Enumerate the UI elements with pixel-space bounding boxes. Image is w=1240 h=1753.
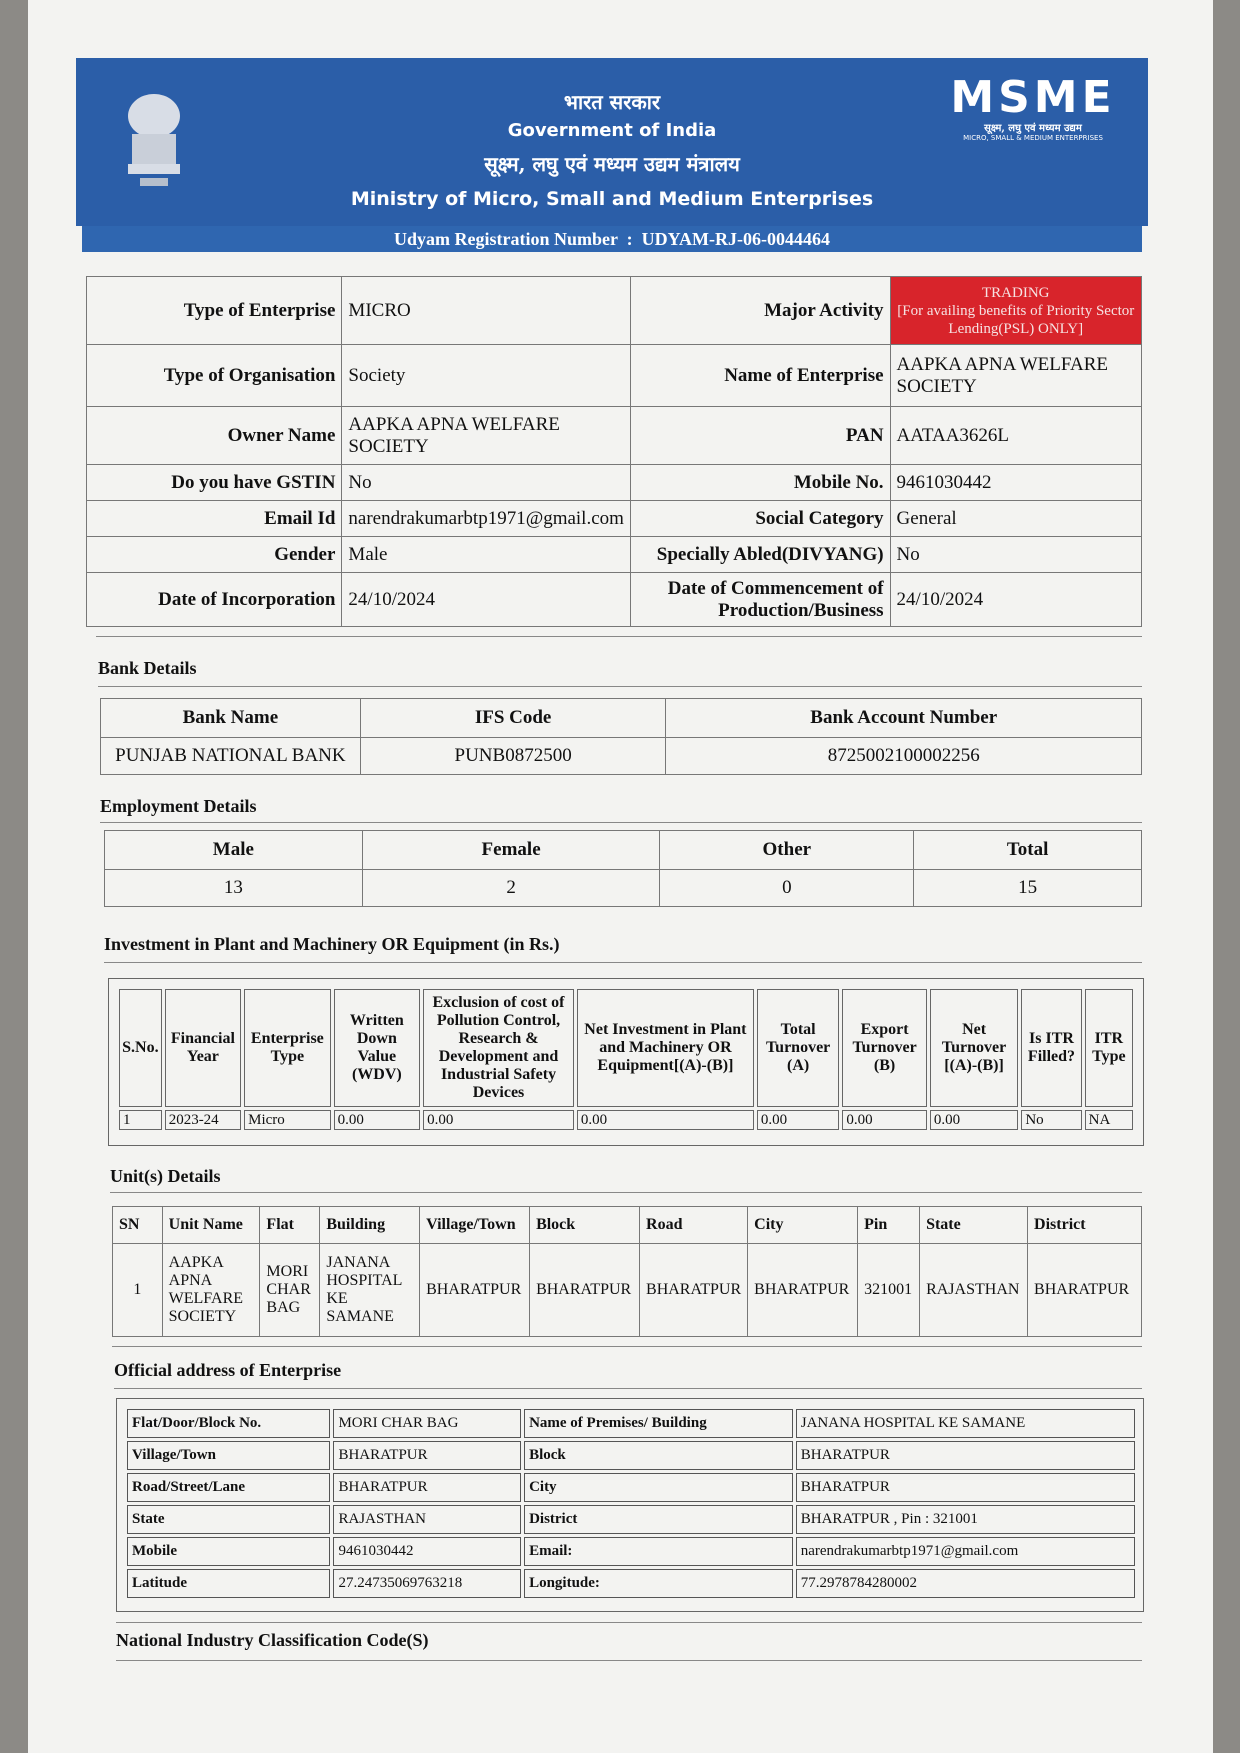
- type-of-enterprise-label: Type of Enterprise: [87, 277, 342, 345]
- inv-header-sno: S.No.: [119, 989, 162, 1107]
- inv-itr-filled: No: [1021, 1110, 1081, 1130]
- male-header: Male: [105, 831, 363, 870]
- msme-logo-hindi: सूक्ष्म, लघु एवं मध्यम उद्यम: [984, 123, 1082, 134]
- female-count: 2: [362, 870, 660, 907]
- msme-logo: [948, 72, 1118, 142]
- address-value: BHARATPUR: [333, 1441, 521, 1470]
- divider: [104, 962, 1142, 963]
- inv-net-investment: 0.00: [577, 1110, 754, 1130]
- address-value: 9461030442: [333, 1537, 521, 1566]
- official-address-table: [124, 1406, 1138, 1601]
- gstin-value: No: [342, 465, 631, 501]
- registration-number: UDYAM-RJ-06-0044464: [641, 229, 830, 249]
- bank-name-value: PUNJAB NATIONAL BANK: [101, 738, 361, 775]
- total-header: Total: [914, 831, 1142, 870]
- divyang-value: No: [890, 537, 1141, 573]
- inv-header-total-turnover: Total Turnover (A): [757, 989, 839, 1107]
- msme-logo-text: MSME: [950, 72, 1116, 123]
- address-key: State: [127, 1505, 330, 1534]
- email-label: Email Id: [87, 501, 342, 537]
- address-value: MORI CHAR BAG: [333, 1409, 521, 1438]
- unit-village: BHARATPUR: [420, 1244, 530, 1337]
- major-activity-note: [For availing benefits of Priority Sector Lending(PSL) ONLY]: [897, 302, 1135, 337]
- type-of-enterprise-value: MICRO: [342, 277, 631, 345]
- major-activity-label: Major Activity: [630, 277, 890, 345]
- inv-sno: 1: [119, 1110, 162, 1130]
- unit-building: JANANA HOSPITAL KE SAMANE: [320, 1244, 420, 1337]
- inv-header-enterprise-type: Enterprise Type: [244, 989, 330, 1107]
- registration-label: Udyam Registration Number: [394, 229, 618, 249]
- bank-details-heading: Bank Details: [98, 658, 197, 678]
- official-address-heading: Official address of Enterprise: [114, 1360, 342, 1380]
- enterprise-name-label: Name of Enterprise: [630, 345, 890, 407]
- address-value: BHARATPUR: [333, 1473, 521, 1502]
- other-header: Other: [660, 831, 914, 870]
- address-value: BHARATPUR: [796, 1441, 1135, 1470]
- major-activity-value: [890, 277, 1141, 345]
- commencement-date-value: 24/10/2024: [890, 573, 1141, 627]
- inv-financial-year: 2023-24: [165, 1110, 241, 1130]
- employment-table: [104, 830, 1142, 907]
- address-value: JANANA HOSPITAL KE SAMANE: [796, 1409, 1135, 1438]
- divyang-label: Specially Abled(DIVYANG): [630, 537, 890, 573]
- unit-header-sn: SN: [113, 1207, 163, 1244]
- address-key: Email:: [524, 1537, 793, 1566]
- bank-name-header: Bank Name: [101, 699, 361, 738]
- unit-sn: 1: [113, 1244, 163, 1337]
- inv-header-itr-type: ITR Type: [1085, 989, 1133, 1107]
- unit-state: RAJASTHAN: [920, 1244, 1028, 1337]
- pan-label: PAN: [630, 407, 890, 465]
- social-category-value: General: [890, 501, 1141, 537]
- udyam-registration-bar: [82, 226, 1142, 252]
- hindi-government-title: भारत सरकार: [563, 90, 661, 114]
- address-key: District: [524, 1505, 793, 1534]
- investment-table: [116, 986, 1136, 1133]
- inv-header-exclusion: Exclusion of cost of Pollution Control, Research & Development and Industrial Safety Devices: [423, 989, 574, 1107]
- unit-header-city: City: [748, 1207, 858, 1244]
- owner-name-value: AAPKA APNA WELFARE SOCIETY: [342, 407, 631, 465]
- divider: [112, 1346, 1142, 1347]
- pan-value: AATAA3626L: [890, 407, 1141, 465]
- msme-logo-subtitle: MICRO, SMALL & MEDIUM ENTERPRISES: [963, 134, 1103, 142]
- gender-label: Gender: [87, 537, 342, 573]
- inv-header-export-turnover: Export Turnover (B): [842, 989, 926, 1107]
- unit-header-flat: Flat: [260, 1207, 320, 1244]
- address-value: 27.24735069763218: [333, 1569, 521, 1598]
- divider: [98, 686, 1142, 687]
- address-key: Mobile: [127, 1537, 330, 1566]
- female-header: Female: [362, 831, 660, 870]
- registration-separator: :: [626, 229, 633, 249]
- unit-header-block: Block: [530, 1207, 640, 1244]
- commencement-date-label: Date of Commencement of Production/Business: [630, 573, 890, 627]
- address-value: BHARATPUR: [796, 1473, 1135, 1502]
- gender-value: Male: [342, 537, 631, 573]
- unit-block: BHARATPUR: [530, 1244, 640, 1337]
- government-title: Government of India: [507, 120, 717, 141]
- divider: [114, 1388, 1142, 1389]
- address-key: Road/Street/Lane: [127, 1473, 330, 1502]
- incorporation-date-value: 24/10/2024: [342, 573, 631, 627]
- divider: [116, 1622, 1142, 1623]
- type-of-org-label: Type of Organisation: [87, 345, 342, 407]
- email-value: narendrakumarbtp1971@gmail.com: [342, 501, 631, 537]
- inv-header-financial-year: Financial Year: [165, 989, 241, 1107]
- unit-header-district: District: [1028, 1207, 1142, 1244]
- ifs-code-header: IFS Code: [360, 699, 666, 738]
- unit-name: AAPKA APNA WELFARE SOCIETY: [162, 1244, 260, 1337]
- inv-wdv: 0.00: [334, 1110, 420, 1130]
- mobile-value: 9461030442: [890, 465, 1141, 501]
- major-activity-main: TRADING: [982, 284, 1050, 301]
- inv-exclusion: 0.00: [423, 1110, 574, 1130]
- inv-total-turnover: 0.00: [757, 1110, 839, 1130]
- other-count: 0: [660, 870, 914, 907]
- address-key: Longitude:: [524, 1569, 793, 1598]
- unit-header-village: Village/Town: [420, 1207, 530, 1244]
- address-key: Village/Town: [127, 1441, 330, 1470]
- unit-details-table: [112, 1206, 1142, 1337]
- bank-details-table: [100, 698, 1142, 775]
- hindi-ministry-title: सूक्ष्म, लघु एवं मध्यम उद्यम मंत्रालय: [484, 152, 740, 176]
- account-number-header: Bank Account Number: [666, 699, 1142, 738]
- address-value: 77.2978784280002: [796, 1569, 1135, 1598]
- address-value: BHARATPUR , Pin : 321001: [796, 1505, 1135, 1534]
- nic-code-heading: National Industry Classification Code(S): [116, 1630, 429, 1650]
- mobile-label: Mobile No.: [630, 465, 890, 501]
- address-value: RAJASTHAN: [333, 1505, 521, 1534]
- type-of-org-value: Society: [342, 345, 631, 407]
- unit-header-state: State: [920, 1207, 1028, 1244]
- unit-road: BHARATPUR: [640, 1244, 748, 1337]
- unit-details-heading: Unit(s) Details: [110, 1166, 221, 1186]
- male-count: 13: [105, 870, 363, 907]
- owner-name-label: Owner Name: [87, 407, 342, 465]
- address-key: Block: [524, 1441, 793, 1470]
- incorporation-date-label: Date of Incorporation: [87, 573, 342, 627]
- investment-heading: Investment in Plant and Machinery OR Equipment (in Rs.): [104, 934, 560, 954]
- address-key: City: [524, 1473, 793, 1502]
- inv-export-turnover: 0.00: [842, 1110, 926, 1130]
- unit-header-pin: Pin: [858, 1207, 920, 1244]
- inv-header-wdv: Written Down Value (WDV): [334, 989, 420, 1107]
- enterprise-info-table: [86, 276, 1142, 627]
- ifs-code-value: PUNB0872500: [360, 738, 666, 775]
- unit-header-road: Road: [640, 1207, 748, 1244]
- divider: [110, 1192, 1142, 1193]
- address-key: Latitude: [127, 1569, 330, 1598]
- social-category-label: Social Category: [630, 501, 890, 537]
- enterprise-name-value: AAPKA APNA WELFARE SOCIETY: [890, 345, 1141, 407]
- unit-city: BHARATPUR: [748, 1244, 858, 1337]
- address-key: Name of Premises/ Building: [524, 1409, 793, 1438]
- unit-header-name: Unit Name: [162, 1207, 260, 1244]
- divider: [96, 636, 1142, 637]
- unit-flat: MORI CHAR BAG: [260, 1244, 320, 1337]
- unit-header-building: Building: [320, 1207, 420, 1244]
- unit-district: BHARATPUR: [1028, 1244, 1142, 1337]
- inv-enterprise-type: Micro: [244, 1110, 330, 1130]
- employment-details-heading: Employment Details: [100, 796, 257, 816]
- account-number-value: 8725002100002256: [666, 738, 1142, 775]
- ministry-title: Ministry of Micro, Small and Medium Enterprises: [350, 188, 874, 210]
- inv-header-itr-filled: Is ITR Filled?: [1021, 989, 1081, 1107]
- inv-itr-type: NA: [1085, 1110, 1133, 1130]
- address-value: narendrakumarbtp1971@gmail.com: [796, 1537, 1135, 1566]
- inv-net-turnover: 0.00: [930, 1110, 1018, 1130]
- gstin-label: Do you have GSTIN: [87, 465, 342, 501]
- header-banner: [76, 58, 1148, 226]
- inv-header-net-turnover: Net Turnover [(A)-(B)]: [930, 989, 1018, 1107]
- divider: [100, 822, 1142, 823]
- divider: [116, 1660, 1142, 1661]
- inv-header-net-investment: Net Investment in Plant and Machinery OR Equipment[(A)-(B)]: [577, 989, 754, 1107]
- unit-pin: 321001: [858, 1244, 920, 1337]
- total-count: 15: [914, 870, 1142, 907]
- address-key: Flat/Door/Block No.: [127, 1409, 330, 1438]
